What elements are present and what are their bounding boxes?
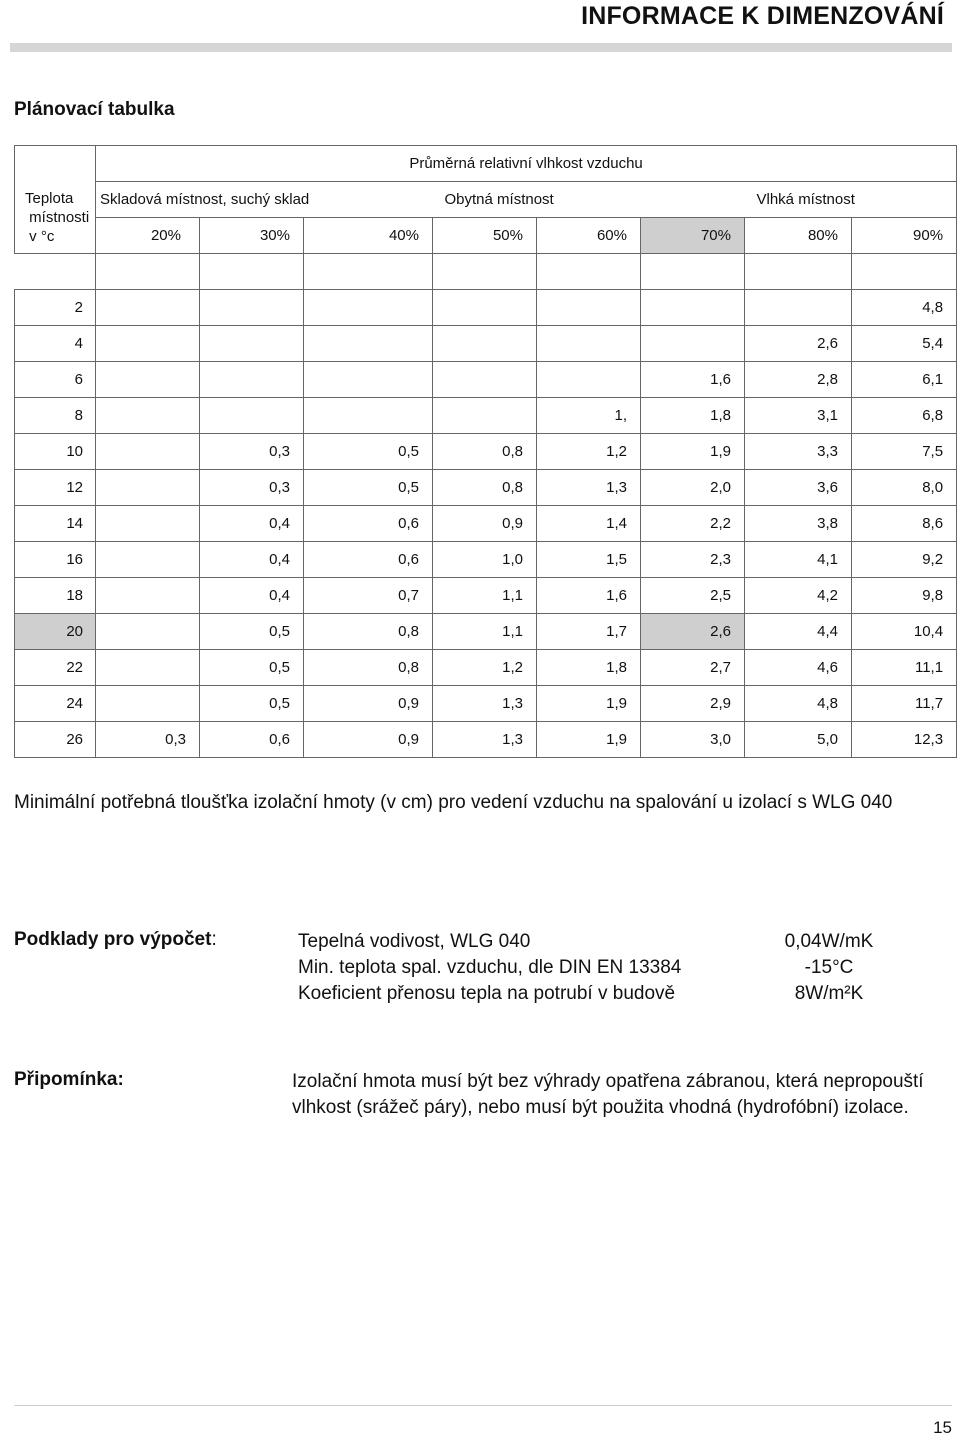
value-cell: 6,8 [852, 398, 957, 434]
percent-header: 80% [745, 218, 852, 254]
temperature-header: Teplota místnosti v °c [15, 146, 96, 254]
value-cell: 2,6 [641, 614, 745, 650]
value-cell: 1,9 [641, 434, 745, 470]
value-cell: 0,8 [433, 434, 537, 470]
value-cell [304, 398, 433, 434]
value-cell [433, 398, 537, 434]
calc-label: Podklady pro výpočet: [14, 929, 217, 950]
value-cell: 8,6 [852, 506, 957, 542]
humidity-title: Průměrná relativní vlhkost vzduchu [96, 146, 957, 182]
value-cell: 5,0 [745, 722, 852, 758]
value-cell [537, 326, 641, 362]
value-cell: 3,3 [745, 434, 852, 470]
value-cell: 0,5 [304, 470, 433, 506]
value-cell [641, 290, 745, 326]
percent-header: 60% [537, 218, 641, 254]
value-cell [96, 434, 200, 470]
value-cell: 12,3 [852, 722, 957, 758]
value-cell: 1,3 [433, 722, 537, 758]
value-cell: 11,7 [852, 686, 957, 722]
temperature-cell: 24 [15, 686, 96, 722]
value-cell: 2,6 [745, 326, 852, 362]
table-row [15, 470, 957, 506]
value-cell: 1,0 [433, 542, 537, 578]
page-number: 15 [933, 1418, 952, 1437]
value-cell: 1,1 [433, 578, 537, 614]
temperature-cell: 20 [15, 614, 96, 650]
value-cell: 0,8 [433, 470, 537, 506]
value-cell: 0,9 [304, 722, 433, 758]
value-cell: 10,4 [852, 614, 957, 650]
value-cell: 3,0 [641, 722, 745, 758]
footer-rule [14, 1405, 952, 1406]
value-cell: 8,0 [852, 470, 957, 506]
calc-item-value: -15°C [804, 957, 854, 978]
value-cell: 0,3 [96, 722, 200, 758]
table-row [15, 290, 957, 326]
value-cell: 4,6 [745, 650, 852, 686]
value-cell [96, 578, 200, 614]
temperature-cell: 26 [15, 722, 96, 758]
value-cell [96, 650, 200, 686]
value-cell: 0,3 [200, 470, 304, 506]
value-cell: 1,9 [537, 686, 641, 722]
note-text: Izolační hmota musí být bez výhrady opatřena zábranou, která nepropouští vlhkost (srážeč páry), nebo musí být použita vhodná (hydrofóbní) izolace. [292, 1071, 924, 1118]
table-row [15, 326, 957, 362]
value-cell [537, 290, 641, 326]
value-cell [96, 362, 200, 398]
temperature-cell: 12 [15, 470, 96, 506]
table-row [15, 506, 957, 542]
value-cell: 1,7 [537, 614, 641, 650]
value-cell: 0,4 [200, 506, 304, 542]
value-cell: 2,3 [641, 542, 745, 578]
value-cell: 4,8 [745, 686, 852, 722]
percent-header: 30% [200, 218, 304, 254]
value-cell: 2,8 [745, 362, 852, 398]
value-cell: 4,1 [745, 542, 852, 578]
value-cell: 5,4 [852, 326, 957, 362]
value-cell [433, 326, 537, 362]
calc-item-name: Tepelná vodivost, WLG 040 [298, 931, 531, 952]
value-cell: 2,7 [641, 650, 745, 686]
value-cell: 11,1 [852, 650, 957, 686]
table-row [15, 362, 957, 398]
percent-header: 20% [96, 218, 200, 254]
value-cell: 3,1 [745, 398, 852, 434]
value-cell: 6,1 [852, 362, 957, 398]
planning-table [14, 145, 957, 758]
temperature-cell: 22 [15, 650, 96, 686]
temperature-cell: 16 [15, 542, 96, 578]
section-title: Plánovací tabulka [14, 99, 175, 120]
value-cell: 0,5 [200, 650, 304, 686]
value-cell: 3,6 [745, 470, 852, 506]
value-cell: 0,5 [200, 686, 304, 722]
value-cell: 1,8 [641, 398, 745, 434]
percent-header: 70% [641, 218, 745, 254]
value-cell: 0,6 [304, 506, 433, 542]
table-row [15, 650, 957, 686]
value-cell: 0,5 [304, 434, 433, 470]
value-cell: 1,5 [537, 542, 641, 578]
note-label: Připomínka: [14, 1069, 124, 1090]
value-cell [745, 290, 852, 326]
value-cell: 0,6 [200, 722, 304, 758]
percent-header: 40% [304, 218, 433, 254]
temperature-cell: 10 [15, 434, 96, 470]
value-cell: 0,7 [304, 578, 433, 614]
temperature-cell: 6 [15, 362, 96, 398]
value-cell: 1,2 [433, 650, 537, 686]
value-cell: 1,8 [537, 650, 641, 686]
value-cell [200, 362, 304, 398]
value-cell [96, 686, 200, 722]
value-cell: 0,5 [200, 614, 304, 650]
calc-item-name: Koeficient přenosu tepla na potrubí v budově [298, 983, 676, 1004]
value-cell: 1,2 [537, 434, 641, 470]
value-cell: 2,2 [641, 506, 745, 542]
table-row [15, 398, 957, 434]
calc-item-value: 0,04W/mK [784, 931, 874, 952]
table-row [15, 686, 957, 722]
value-cell: 0,8 [304, 650, 433, 686]
percent-header: 90% [852, 218, 957, 254]
value-cell: 0,4 [200, 542, 304, 578]
temperature-cell: 4 [15, 326, 96, 362]
value-cell [96, 614, 200, 650]
value-cell: 1,1 [433, 614, 537, 650]
spacer-row [15, 254, 957, 290]
value-cell: 7,5 [852, 434, 957, 470]
value-cell: 2,0 [641, 470, 745, 506]
value-cell [96, 470, 200, 506]
group-storage: Skladová místnost, suchý sklad [96, 182, 433, 218]
calc-item-name: Min. teplota spal. vzduchu, dle DIN EN 13384 [298, 957, 682, 978]
value-cell: 1,6 [537, 578, 641, 614]
value-cell: 1,3 [537, 470, 641, 506]
header-rule [10, 43, 952, 52]
value-cell: 1,3 [433, 686, 537, 722]
temperature-cell: 8 [15, 398, 96, 434]
value-cell [96, 290, 200, 326]
value-cell: 9,8 [852, 578, 957, 614]
value-cell [200, 326, 304, 362]
value-cell [641, 326, 745, 362]
value-cell: 0,8 [304, 614, 433, 650]
value-cell: 4,4 [745, 614, 852, 650]
group-living: Obytná místnost [433, 182, 745, 218]
value-cell [304, 290, 433, 326]
value-cell [537, 362, 641, 398]
value-cell: 1,6 [641, 362, 745, 398]
value-cell [96, 398, 200, 434]
value-cell: 0,4 [200, 578, 304, 614]
value-cell [304, 362, 433, 398]
value-cell [433, 290, 537, 326]
temperature-cell: 14 [15, 506, 96, 542]
percent-header: 50% [433, 218, 537, 254]
table-row [15, 578, 957, 614]
value-cell: 1, [537, 398, 641, 434]
calc-items [298, 929, 681, 1007]
value-cell: 4,8 [852, 290, 957, 326]
value-cell: 4,2 [745, 578, 852, 614]
value-cell: 1,9 [537, 722, 641, 758]
value-cell: 0,9 [433, 506, 537, 542]
value-cell: 1,4 [537, 506, 641, 542]
value-cell [96, 542, 200, 578]
value-cell [304, 326, 433, 362]
temperature-cell: 2 [15, 290, 96, 326]
table-row [15, 722, 957, 758]
page-header-title: INFORMACE K DIMENZOVÁNÍ [581, 2, 944, 30]
calc-values [770, 929, 888, 1007]
calc-item-value: 8W/m²K [794, 983, 864, 1004]
value-cell [433, 362, 537, 398]
table-row [15, 434, 957, 470]
value-cell: 0,9 [304, 686, 433, 722]
value-cell [200, 290, 304, 326]
temperature-cell: 18 [15, 578, 96, 614]
value-cell [200, 398, 304, 434]
group-humid: Vlhká místnost [745, 182, 957, 218]
value-cell [96, 326, 200, 362]
table-caption: Minimální potřebná tloušťka izolační hmoty (v cm) pro vedení vzduchu na spalování u izolací s WLG 040 [14, 792, 893, 813]
value-cell: 2,5 [641, 578, 745, 614]
value-cell: 2,9 [641, 686, 745, 722]
value-cell: 0,3 [200, 434, 304, 470]
value-cell: 9,2 [852, 542, 957, 578]
table-row [15, 614, 957, 650]
value-cell [96, 506, 200, 542]
value-cell: 3,8 [745, 506, 852, 542]
value-cell: 0,6 [304, 542, 433, 578]
table-row [15, 542, 957, 578]
